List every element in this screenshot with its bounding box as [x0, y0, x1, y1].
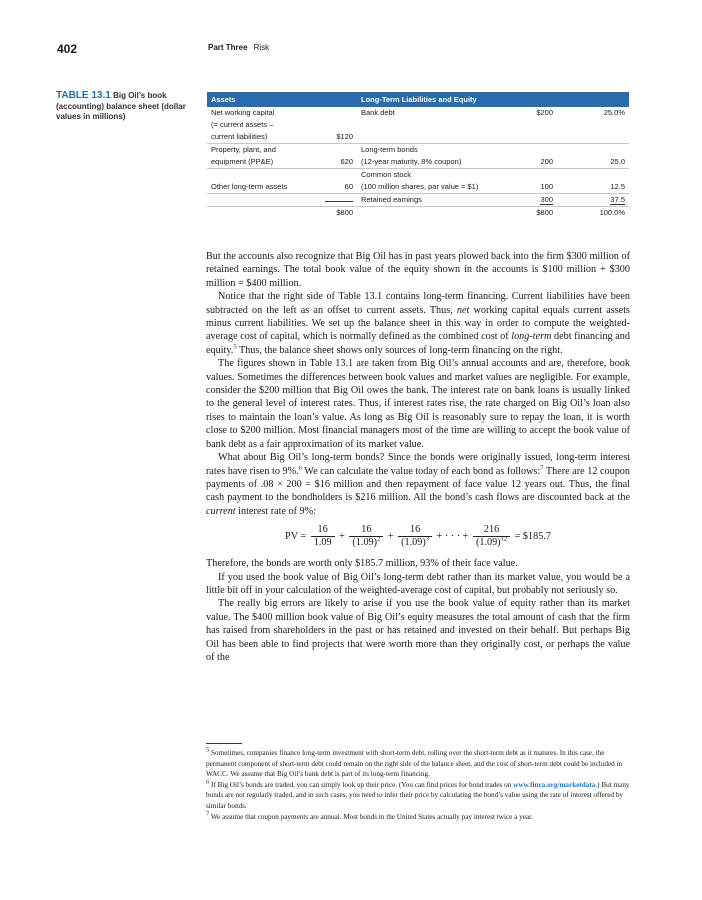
- paragraph: If you used the book value of Big Oil’s long-term debt rather than its market value, you would be a little bit off in your calculation of the weighted-average cost of capital, but probably not seriously so.: [206, 571, 630, 596]
- body-text: [206, 250, 630, 664]
- liability-percent: 25.0: [557, 156, 629, 169]
- footnote-ref[interactable]: 7: [540, 464, 544, 472]
- asset-value: 60: [319, 181, 357, 194]
- table-number: TABLE 13.1: [56, 90, 111, 101]
- asset-value: 620: [319, 156, 357, 169]
- footnote-ref[interactable]: 5: [233, 343, 237, 351]
- liability-percent: 12.5: [557, 181, 629, 194]
- paragraph: Notice that the right side of Table 13.1 contains long-term financing. Current liabilities have been subtracted on the left as an offset to current assets. Thus, net working capital equals current assets minus current liabilities. We set up the balance sheet in this way in order to compute the weighted-average cost of capital, which is normally defined as the combined cost of long-term debt financing and equity.$^5$ Thus, the balance sheet shows only sources of long-term financing on the right.: [206, 291, 630, 356]
- asset-label: Property, plant, and: [211, 145, 276, 154]
- table-caption: [56, 91, 196, 123]
- balance-sheet-table: [207, 92, 629, 219]
- footnote-divider: [206, 743, 242, 744]
- asset-label: current liabilities): [207, 131, 319, 144]
- footnotes: [206, 748, 630, 822]
- asset-label: equipment (PP&E): [207, 156, 319, 169]
- paragraph: But the accounts also recognize that Big Oil has in past years plowed back into the firm $300 million of retained earnings. The total book value of the equity shown in the accounts is $100 million + $300 million = $400 million.: [206, 251, 630, 289]
- liability-label: Long-term bonds: [361, 145, 418, 154]
- table-row: [207, 131, 629, 144]
- liability-value: 100: [517, 181, 557, 194]
- table-total-row: [207, 207, 629, 220]
- pv-equation: PV = $\frac{16}{1.09}$ + $\frac{16}{(1.09)^2}$ + $\frac{16}{(1.09)^3}$ + · · · + $\frac{216}{(1.09)^{12}}$ = $185.7: [285, 524, 551, 549]
- part-label: Part Three: [208, 43, 248, 52]
- footnote-ref[interactable]: 6: [298, 464, 302, 472]
- table-row: [207, 169, 629, 182]
- liability-value: 200: [517, 156, 557, 169]
- liability-label: (100 million shares, par value = $1): [357, 181, 517, 194]
- paragraph: The figures shown in Table 13.1 are taken from Big Oil’s annual accounts and are, therefore, book values. Sometimes the differences between book values and market values are negligible. For example, consider the $200 million that Big Oil owes the bank. The interest rate on bank loans is usually linked to the general level of interest rates. Thus, if interest rates rise, the rate charged on Big Oil’s loan also rises to maintain the loan’s value. As long as Big Oil is reasonably sure to repay the loan, it is worth close to $200 million. Most financial managers most of the time are willing to accept the book value of bank debt as a fair approximation of its market value.: [206, 358, 630, 450]
- liability-percent: 37.5: [610, 195, 625, 204]
- table-row: [207, 144, 629, 157]
- liability-value: 300: [540, 195, 553, 204]
- paragraph: What about Big Oil’s long-term bonds? Since the bonds were originally issued, long-term interest rates have risen to 9%.$^6$ We can calculate the value today of each bond as follows:$^7$ There are 12 coupon payments of .08 × 200 = $16 million and then repayment of face value 12 years out. Thus, the final cash payment to the bondholders is $216 million. All the bond’s cash flows are discounted back at the current interest rate of 9%:: [206, 452, 630, 517]
- percent-total: 100.0%: [599, 208, 625, 217]
- asset-total: $800: [336, 208, 353, 217]
- page-number: 402: [57, 42, 78, 56]
- liability-value: $200: [536, 108, 553, 117]
- asset-label: Other long-term assets: [207, 181, 319, 194]
- liabilities-header: Long-Term Liabilities and Equity: [357, 92, 629, 107]
- table-row: [207, 107, 629, 119]
- liability-total: $800: [536, 208, 553, 217]
- liability-label: (12-year maturity, 8% coupon): [357, 156, 517, 169]
- asset-value: $120: [319, 131, 357, 144]
- footnote: $^5$ Sometimes, companies finance long-term investment with short-term debt, rolling over the short-term debt as it matures. In this case, the permanent component of short-term debt could remain on the right side of the balance sheet, and the cost of short-term debt could be included in WACC. We assume that Big Oil’s bank debt is part of its long-term financing.: [206, 746, 623, 779]
- liability-label: Bank debt: [361, 108, 395, 117]
- asset-label: (= current assets –: [211, 120, 274, 129]
- asset-label: Net working capital: [211, 108, 275, 117]
- liability-label: Common stock: [361, 170, 412, 179]
- finra-link[interactable]: www.finra.org/marketdata: [513, 780, 596, 789]
- table-row: [207, 156, 629, 169]
- paragraph: Therefore, the bonds are worth only $185.7 million, 93% of their face value.: [206, 558, 518, 570]
- liability-percent: 25.0%: [603, 108, 625, 117]
- table-row: [207, 194, 629, 207]
- liability-label: Retained earnings: [357, 194, 517, 207]
- assets-header: Assets: [207, 92, 357, 107]
- footnote: $^6$ If Big Oil’s bonds are traded, you can simply look up their price. (You can find prices for bond trades on www.finra.org/marketdata.) But many bonds are not regularly traded, and in such cases, you need to infer their price by calculating the bond’s value using the rate of interest offered by similar bonds.: [206, 778, 630, 810]
- table-row: [207, 181, 629, 194]
- running-head: [208, 43, 269, 52]
- table-row: [207, 119, 629, 131]
- caption-text: Big Oil’s book (accounting) balance sheet (dollar values in millions): [56, 91, 186, 121]
- section-label: Risk: [253, 43, 270, 52]
- paragraph: The really big errors are likely to arise if you use the book value of equity rather than its market value. The $400 million book value of Big Oil’s equity measures the total amount of cash that the firm has raised from shareholders in the past or has retained and invested on their behalf. But perhaps Big Oil has been able to find projects that were worth more than they originally cost, or perhaps the value of the: [206, 598, 630, 663]
- table-header-row: [207, 92, 629, 107]
- footnote: $^7$ We assume that coupon payments are annual. Most bonds in the United States actually pay interest twice a year.: [206, 810, 533, 821]
